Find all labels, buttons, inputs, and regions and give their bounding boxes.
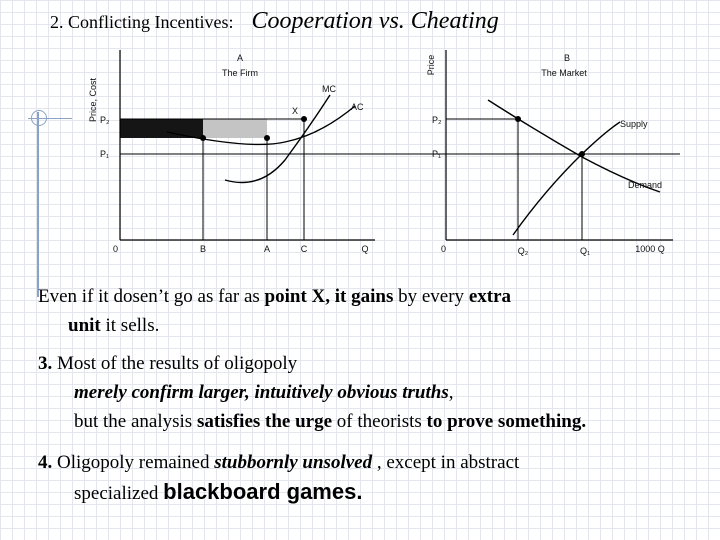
demand-curve: [488, 100, 663, 192]
q1-tick: Q₁: [579, 246, 591, 256]
c-tick: C: [300, 244, 308, 254]
decorative-circle: [31, 110, 47, 126]
paragraph-3: [38, 349, 586, 436]
panel-b-name: The Market: [541, 68, 587, 78]
line: but the analysis satisfies the urge of theorists to prove something.: [74, 411, 587, 432]
line: Even if it dosen’t go as far as point X, it gains by every extra: [38, 286, 512, 307]
panel-b-letter: B: [563, 53, 571, 63]
b-tick: B: [199, 244, 207, 254]
slide-title: [50, 8, 499, 35]
oligopoly-figure: [75, 40, 680, 262]
point-equilibrium: [579, 151, 585, 157]
panel-b-origin: 0: [441, 244, 447, 254]
panel-b-market: [426, 50, 673, 256]
supply-curve: [513, 122, 620, 235]
ac-label: AC: [351, 102, 364, 112]
point-b-ac: [200, 135, 206, 141]
q-tick-a: Q: [361, 244, 369, 254]
demand-label: Demand: [628, 180, 663, 190]
line: merely confirm larger, intuitively obvious truths,: [74, 382, 454, 403]
line: unit it sells.: [68, 315, 160, 336]
x-label: X: [292, 106, 299, 116]
line: 4. Oligopoly remained stubbornly unsolved , except in abstract: [38, 452, 520, 473]
supply-label: Supply: [620, 119, 648, 129]
panel-a-name: The Firm: [222, 68, 258, 78]
panel-b-ylabel: Price: [426, 54, 436, 76]
point-a-ac: [264, 135, 270, 141]
paragraph-point-x: [38, 282, 511, 340]
p1-label-b: P₁: [432, 149, 442, 159]
profit-area-gray: [203, 119, 267, 138]
paragraph-4: [38, 448, 519, 508]
point-x: [301, 116, 307, 122]
mc-label: MC: [322, 84, 336, 94]
mc-curve: [225, 95, 330, 183]
q-tick-b: 1000 Q: [635, 244, 665, 254]
p1-label-a: P₁: [100, 149, 110, 159]
q2-tick: Q₂: [517, 246, 529, 256]
point-q2: [515, 116, 521, 122]
title-subtitle: Cooperation vs. Cheating: [251, 8, 499, 34]
panel-a-letter: A: [236, 53, 244, 63]
line: specialized blackboard games.: [74, 479, 363, 504]
line: 3. Most of the results of oligopoly: [38, 353, 298, 374]
panel-a-ylabel: Price, Cost: [88, 77, 98, 123]
decorative-bar: [37, 112, 39, 297]
profit-area-dark: [120, 119, 203, 138]
a-tick: A: [263, 244, 271, 254]
p2-label-a: P₂: [100, 115, 110, 125]
panel-a-firm: [88, 50, 680, 254]
panel-a-origin: 0: [113, 244, 119, 254]
title-lead: 2. Conflicting Incentives:: [50, 12, 234, 32]
p2-label-b: P₂: [432, 115, 442, 125]
